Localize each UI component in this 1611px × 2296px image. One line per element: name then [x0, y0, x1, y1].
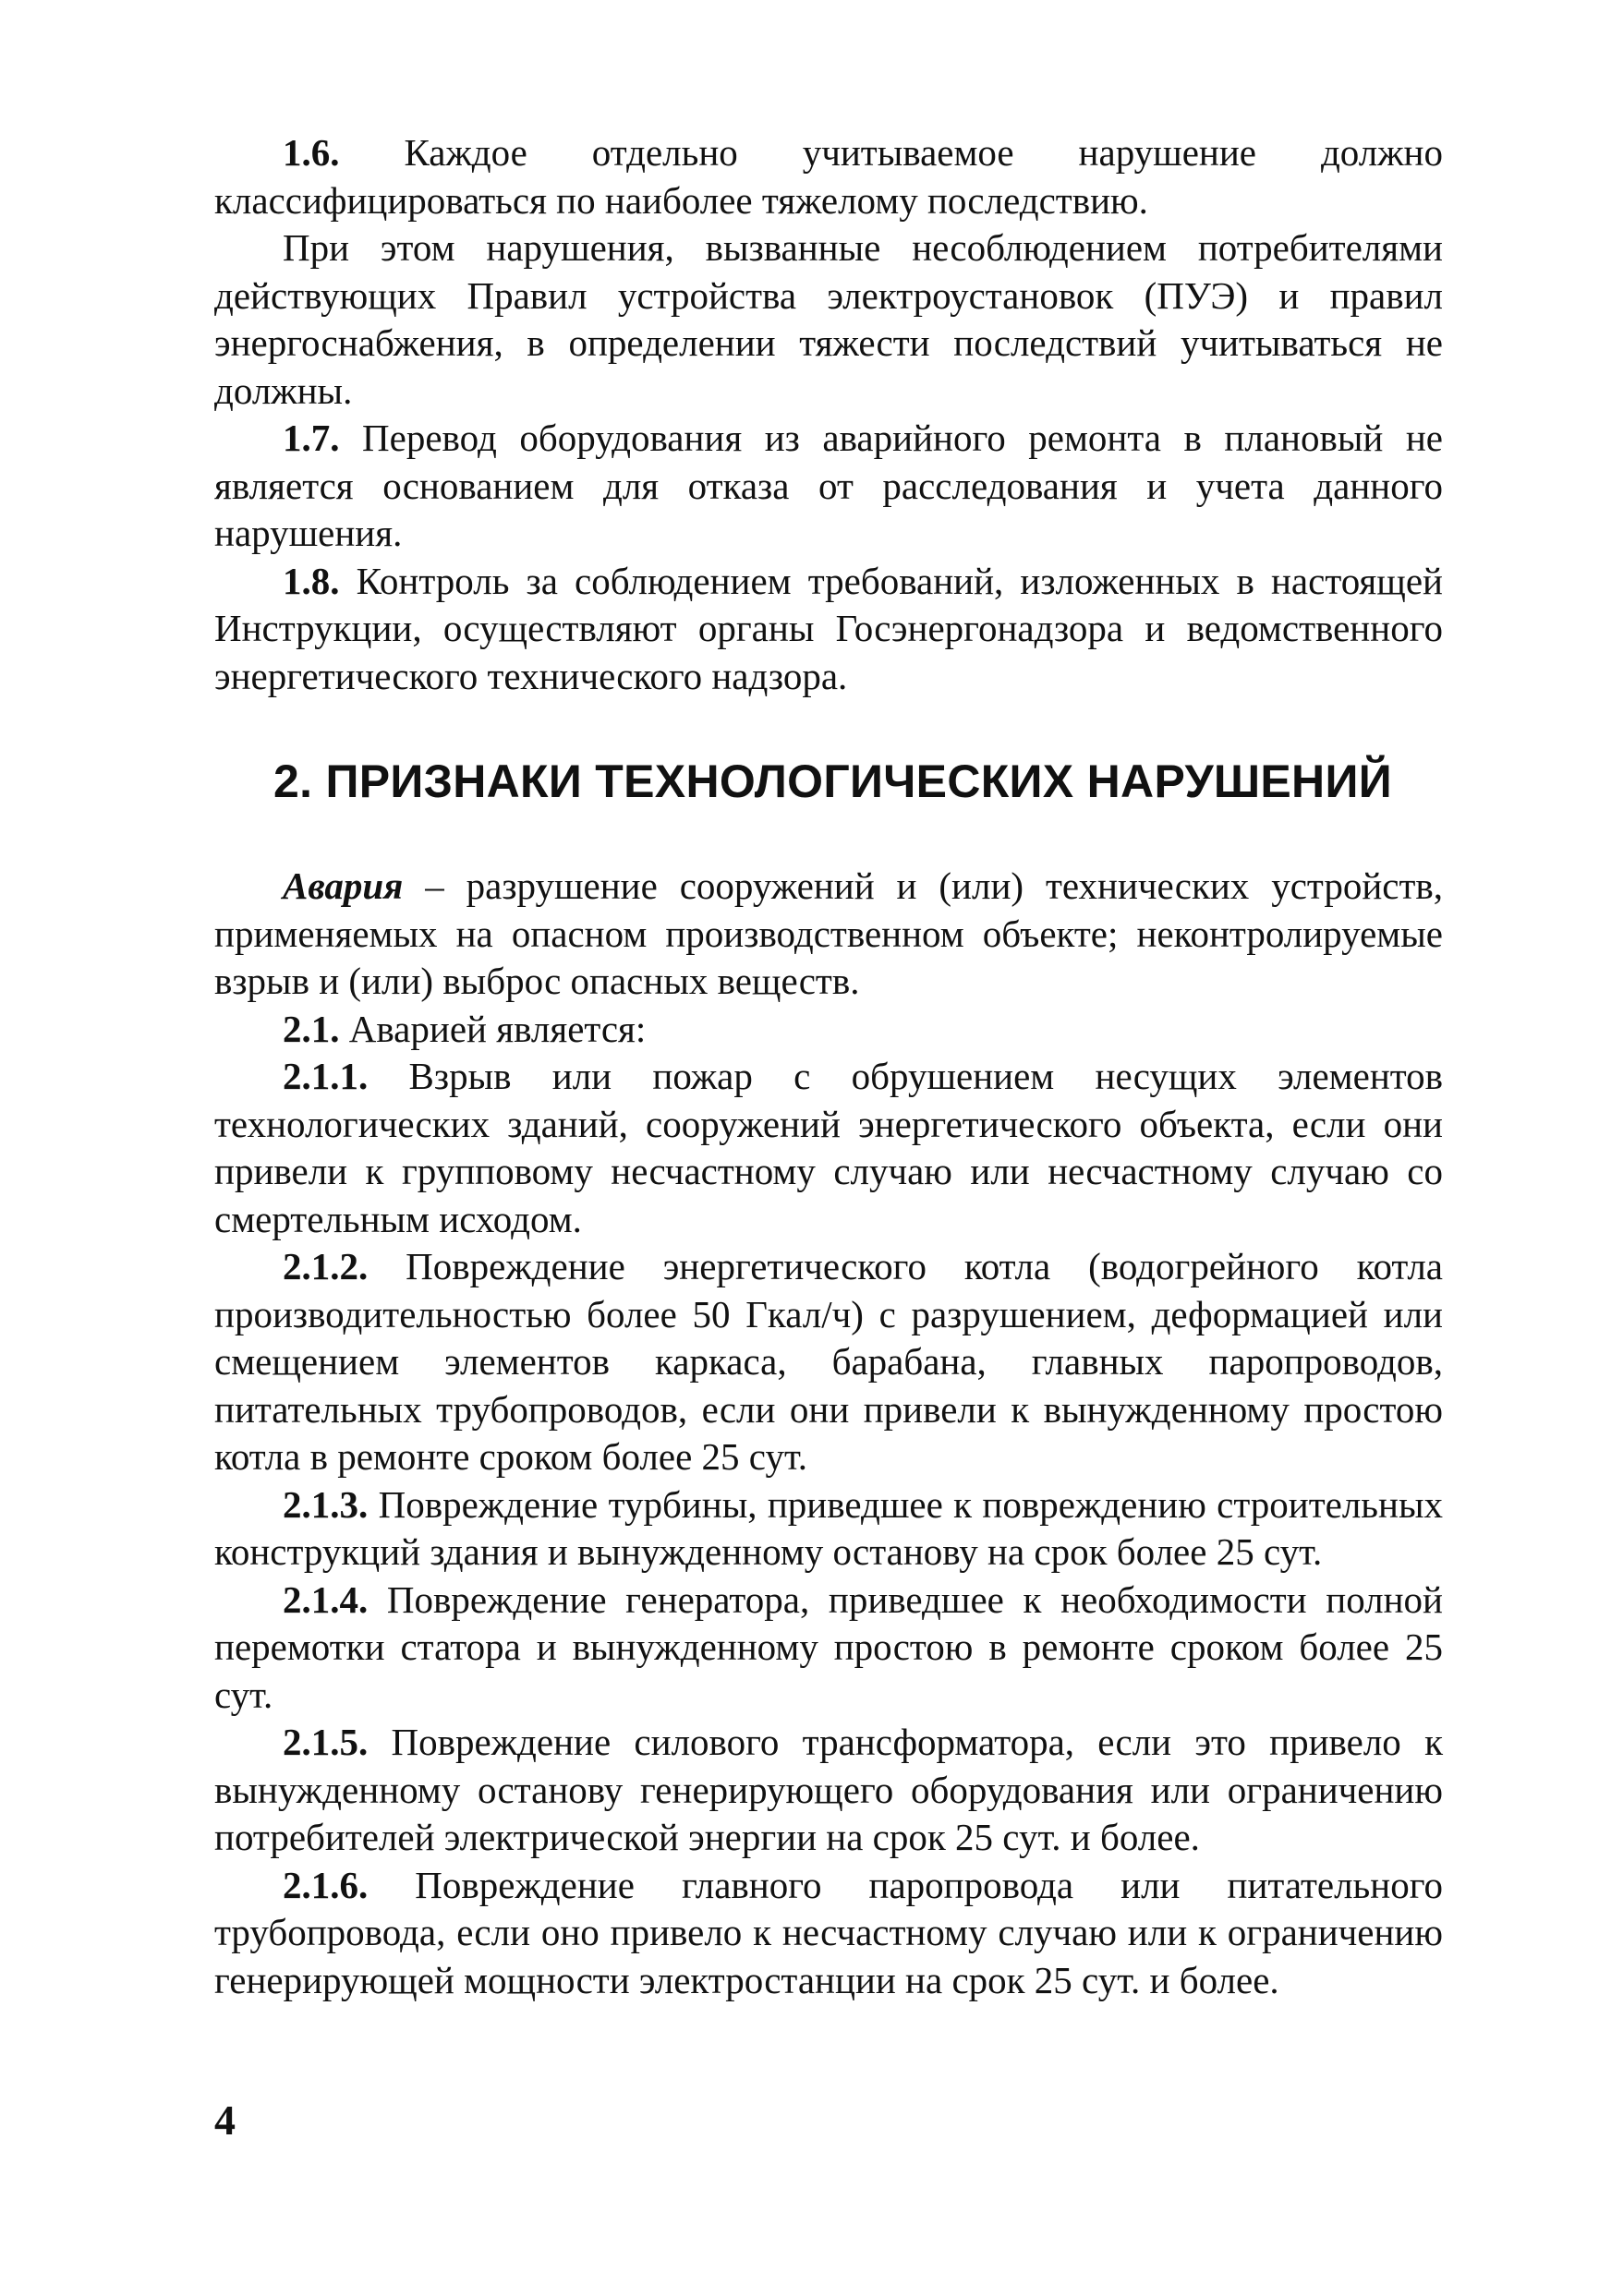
paragraph-text: Каждое отдельно учитываемое нарушение должно классифицироваться по наиболее тяжелому последствию. — [214, 131, 1443, 222]
paragraph-2-1-3 — [214, 1481, 1443, 1577]
paragraph-number: 1.8. — [283, 559, 340, 602]
paragraph-2-1-2 — [214, 1243, 1443, 1481]
intro-paragraphs — [214, 129, 1443, 700]
document-page — [214, 129, 1443, 2004]
paragraph-number: 2.1.5. — [283, 1721, 369, 1763]
paragraph-2-1-6 — [214, 1862, 1443, 2005]
paragraph-text: Повреждение энергетического котла (водогрейного котла производительностью более 50 Гкал/ч) с разрушением, деформацией или смещением элементов каркаса, барабана, главных паропроводов, питательных трубопроводов, если они привели к вынужденному простою котла в ремонте сроком более 25 сут. — [214, 1245, 1443, 1478]
paragraph-number: 1.6. — [283, 131, 340, 174]
paragraph-number: 1.7. — [283, 417, 340, 459]
paragraph-text: Взрыв или пожар с обрушением несущих элементов технологических зданий, сооружений энергетического объекта, если они привели к групповому несчастному случаю или несчастному случаю со смертельным исходом. — [214, 1055, 1443, 1240]
paragraph-number: 2.1.6. — [283, 1863, 369, 1906]
paragraph-1-7 — [214, 415, 1443, 558]
paragraph-1-6 — [214, 129, 1443, 224]
paragraph-text: Повреждение силового трансформатора, если это привело к вынужденному останову генерирующего оборудования или ограничению потребителей электрической энергии на срок 25 сут. и более. — [214, 1721, 1443, 1858]
paragraph-2-1-5 — [214, 1719, 1443, 1862]
definition-paragraph — [214, 863, 1443, 1006]
paragraph-2-1 — [214, 1006, 1443, 1054]
paragraph-1-8 — [214, 558, 1443, 701]
paragraph-text: Аварией является: — [339, 1007, 647, 1050]
paragraph-number: 2.1. — [283, 1007, 340, 1050]
paragraph-text: Контроль за соблюдением требований, изложенных в настоящей Инструкции, осуществляют органы Госэнергонадзора и ведомственного энергетического технического надзора. — [214, 559, 1443, 697]
paragraph-number: 2.1.3. — [283, 1482, 369, 1526]
definition-text: – разрушение сооружений и (или) технических устройств, применяемых на опасном производственном объекте; неконтролируемые взрыв и (или) выброс опасных веществ. — [214, 864, 1443, 1002]
paragraph-2-1-4 — [214, 1577, 1443, 1720]
paragraph-2-1-1 — [214, 1053, 1443, 1243]
page-number: 4 — [214, 2097, 236, 2144]
section-title: 2. ПРИЗНАКИ ТЕХНОЛОГИЧЕСКИХ НАРУШЕНИЙ — [273, 755, 1392, 807]
paragraph-number: 2.1.1. — [283, 1055, 369, 1097]
paragraph-text: Повреждение главного паропровода или питательного трубопровода, если оно привело к несчастному случаю или к ограничению генерирующей мощности электростанции на срок 25 сут. и более. — [214, 1863, 1443, 2001]
definition-term: Авария — [283, 864, 404, 907]
paragraph-text: Повреждение генератора, приведшее к необходимости полной перемотки статора и вынужденному простою в ремонте сроком более 25 сут. — [214, 1577, 1443, 1716]
paragraph-text: При этом нарушения, вызванные несоблюдением потребителями действующих Правил устройства электроустановок (ПУЭ) и правил энергоснабжения, в определении тяжести последствий учитываться не должны. — [214, 226, 1443, 412]
paragraph-number: 2.1.2. — [283, 1245, 369, 1287]
paragraph-text: Перевод оборудования из аварийного ремонта в плановый не является основанием для отказа от расследования и учета данного нарушения. — [214, 417, 1443, 554]
paragraph-text: Повреждение турбины, приведшее к повреждению строительных конструкций здания и вынужденному останову на срок более 25 сут. — [214, 1482, 1443, 1573]
section-2-body — [214, 863, 1443, 2004]
paragraph-1-6-note — [214, 224, 1443, 415]
paragraph-number: 2.1.4. — [283, 1577, 369, 1621]
